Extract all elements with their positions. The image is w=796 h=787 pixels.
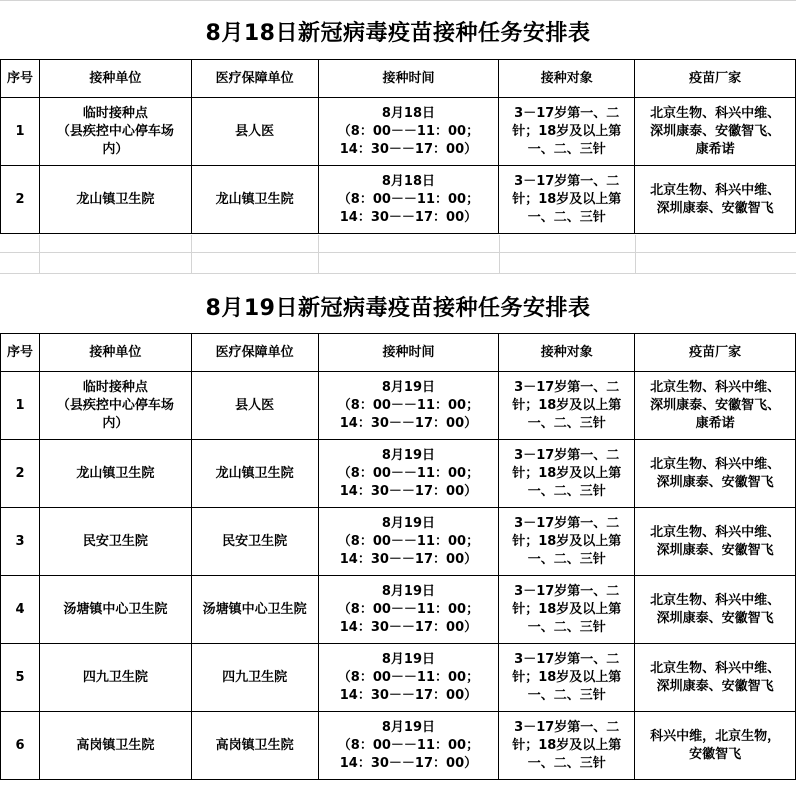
empty-col-line xyxy=(39,235,40,273)
empty-col-line xyxy=(635,235,636,273)
row-no: 3 xyxy=(1,508,40,576)
header-vendor: 疫苗厂家 xyxy=(635,60,796,98)
row-site: 民安卫生院 xyxy=(39,508,191,576)
empty-col-line xyxy=(191,235,192,273)
row-site: 龙山镇卫生院 xyxy=(39,440,191,508)
row-no: 1 xyxy=(1,98,40,166)
table-row xyxy=(1,576,796,644)
row-medical: 县人医 xyxy=(191,98,318,166)
row-vendor: 北京生物、科兴中维、 深圳康泰、安徽智飞、 康希诺 xyxy=(635,372,796,440)
row-target: 3－17岁第一、二 针；18岁及以上第 一、二、三针 xyxy=(499,508,635,576)
table-row xyxy=(1,372,796,440)
row-vendor: 北京生物、科兴中维、 深圳康泰、安徽智飞 xyxy=(635,440,796,508)
row-site: 汤塘镇中心卫生院 xyxy=(39,576,191,644)
header-target: 接种对象 xyxy=(499,60,635,98)
row-target: 3－17岁第一、二 针；18岁及以上第 一、二、三针 xyxy=(499,644,635,712)
sheet-top-border xyxy=(0,0,796,1)
row-site: 龙山镇卫生院 xyxy=(39,166,191,234)
row-vendor: 北京生物、科兴中维、 深圳康泰、安徽智飞、 康希诺 xyxy=(635,98,796,166)
row-medical: 高岗镇卫生院 xyxy=(191,712,318,780)
row-no: 2 xyxy=(1,166,40,234)
row-medical: 汤塘镇中心卫生院 xyxy=(191,576,318,644)
row-vendor: 北京生物、科兴中维、 深圳康泰、安徽智飞 xyxy=(635,166,796,234)
row-medical: 四九卫生院 xyxy=(191,644,318,712)
row-vendor: 科兴中维，北京生物， 安徽智飞 xyxy=(635,712,796,780)
row-time: 8月19日 （8：00－－11：00； 14：30－－17：00） xyxy=(318,644,499,712)
schedule-table-aug19 xyxy=(0,333,796,780)
row-target: 3－17岁第一、二 针；18岁及以上第 一、二、三针 xyxy=(499,166,635,234)
table-row xyxy=(1,712,796,780)
header-no: 序号 xyxy=(1,60,40,98)
row-time: 8月18日 （8：00－－11：00； 14：30－－17：00） xyxy=(318,98,499,166)
row-medical: 龙山镇卫生院 xyxy=(191,440,318,508)
row-time: 8月19日 （8：00－－11：00； 14：30－－17：00） xyxy=(318,576,499,644)
row-no: 4 xyxy=(1,576,40,644)
row-site: 临时接种点 （县疾控中心停车场 内） xyxy=(39,98,191,166)
empty-col-line xyxy=(318,235,319,273)
empty-row xyxy=(0,235,796,253)
header-site: 接种单位 xyxy=(39,334,191,372)
table-header-row xyxy=(1,60,796,98)
header-medical: 医疗保障单位 xyxy=(191,334,318,372)
section-1-title: 8月18日新冠病毒疫苗接种任务安排表 xyxy=(205,21,591,46)
table-row xyxy=(1,98,796,166)
row-time: 8月19日 （8：00－－11：00； 14：30－－17：00） xyxy=(318,372,499,440)
row-time: 8月19日 （8：00－－11：00； 14：30－－17：00） xyxy=(318,440,499,508)
row-medical: 民安卫生院 xyxy=(191,508,318,576)
row-vendor: 北京生物、科兴中维、 深圳康泰、安徽智飞 xyxy=(635,644,796,712)
row-target: 3－17岁第一、二 针；18岁及以上第 一、二、三针 xyxy=(499,440,635,508)
row-medical: 龙山镇卫生院 xyxy=(191,166,318,234)
header-target: 接种对象 xyxy=(499,334,635,372)
row-no: 1 xyxy=(1,372,40,440)
row-target: 3－17岁第一、二 针；18岁及以上第 一、二、三针 xyxy=(499,372,635,440)
empty-col-line xyxy=(499,235,500,273)
header-medical: 医疗保障单位 xyxy=(191,60,318,98)
table-row xyxy=(1,440,796,508)
table-row xyxy=(1,508,796,576)
row-medical: 县人医 xyxy=(191,372,318,440)
header-site: 接种单位 xyxy=(39,60,191,98)
row-target: 3－17岁第一、二 针；18岁及以上第 一、二、三针 xyxy=(499,712,635,780)
row-site: 高岗镇卫生院 xyxy=(39,712,191,780)
row-site: 四九卫生院 xyxy=(39,644,191,712)
row-time: 8月19日 （8：00－－11：00； 14：30－－17：00） xyxy=(318,508,499,576)
row-no: 6 xyxy=(1,712,40,780)
header-no: 序号 xyxy=(1,334,40,372)
empty-row xyxy=(0,252,796,274)
row-no: 5 xyxy=(1,644,40,712)
row-target: 3－17岁第一、二 针；18岁及以上第 一、二、三针 xyxy=(499,98,635,166)
table-row xyxy=(1,166,796,234)
header-time: 接种时间 xyxy=(318,60,499,98)
table-header-row xyxy=(1,334,796,372)
header-time: 接种时间 xyxy=(318,334,499,372)
row-time: 8月19日 （8：00－－11：00； 14：30－－17：00） xyxy=(318,712,499,780)
row-vendor: 北京生物、科兴中维、 深圳康泰、安徽智飞 xyxy=(635,576,796,644)
row-vendor: 北京生物、科兴中维、 深圳康泰、安徽智飞 xyxy=(635,508,796,576)
schedule-table-aug18 xyxy=(0,59,796,234)
header-vendor: 疫苗厂家 xyxy=(635,334,796,372)
row-no: 2 xyxy=(1,440,40,508)
row-target: 3－17岁第一、二 针；18岁及以上第 一、二、三针 xyxy=(499,576,635,644)
table-row xyxy=(1,644,796,712)
row-time: 8月18日 （8：00－－11：00； 14：30－－17：00） xyxy=(318,166,499,234)
section-2-title: 8月19日新冠病毒疫苗接种任务安排表 xyxy=(205,296,591,321)
row-site: 临时接种点 （县疾控中心停车场 内） xyxy=(39,372,191,440)
